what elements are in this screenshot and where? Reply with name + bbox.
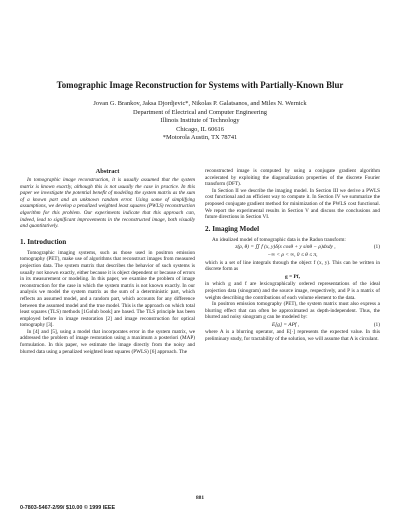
imaging-paragraph-1: An idealized model of tomographic data is the Radon transform: (212, 236, 346, 243)
imaging-paragraph-3: in which g and f are lexicographically ordered representations of the ideal projection data (sinogram) and the source image, respectively, and P is a matrix of weights describing the contributions of each volume element to the data. (205, 281, 380, 301)
author-institute: Illinois Institute of Technology (160, 117, 240, 125)
equation-1 (205, 244, 380, 251)
equation-2 (205, 274, 380, 281)
right-column (205, 168, 380, 343)
introduction-paragraph-2: In [4] and [5], using a model that incorporates error in the system matrix, we addressed the problem of image restoration using a maximum a posteriori (MAP) formulation. In this paper, we estimate the image directly from the noisy and blurred data using a penalized weighted least squares (PWLS) [6] approach. The (20, 328, 195, 355)
introduction-continued: reconstructed image is computed by using a conjugate gradient algorithm accelerated by exploiting the diagonalization properties of the discrete Fourier transform (DFT). (205, 168, 380, 188)
author-block (0, 100, 400, 143)
equation-3-number: (1) (373, 321, 380, 328)
left-column (20, 168, 195, 355)
equation-1-range (205, 252, 380, 259)
abstract-heading: Abstract (95, 168, 120, 175)
imaging-paragraph-5: where A is a blurring operator, and E[·] represents the expected value. In this preliminary study, for tractability of the solution, we will assume that A is circulant. (205, 329, 380, 343)
copyright-notice: 0-7803-5467-2/99/ $10.00 © 1999 IEEE (20, 505, 116, 511)
author-names: Jovan G. Brankov, Jaksa Djordjevic*, Nikolas P. Galatsanos, and Miles N. Wernick (93, 100, 307, 107)
introduction-paragraph-1: Tomographic imaging systems, such as those used in positron emission tomography (PET), make use of algorithms that reconstruct images from measured projection data. The system matrix that describes the behavior of such systems is usually not known exactly, either because it is object dependent or because of errors in its measurement or modeling. In this paper, we examine the problem of image reconstruction for the case in which the system matrix is not known exactly. In our analysis we model the system matrix as the sum of a deterministic part, which reflects an assumed model, and a random part, which accounts for any difference between the assumed model and the true model. This is the approach on which total least squares (TLS) methods [1Golub book] are based. The TLS principle has been employed before in image restoration [2] and image reconstruction for optical tomography [3]. (20, 249, 195, 329)
equation-2-expression: g = Pf, (285, 273, 300, 280)
abstract-text: In tomographic image reconstruction, it is usually assumed that the system matrix is known exactly, although this is not usually the case in practice. In this paper we investigate the potential benefit of modeling the system matrix as the sum of a known part and an unknown random error. Using some of simplifying assumptions, we develop a penalized weighted least squares (PWLS) reconstruction algorithm for this problem. Our experiments indicate that this approach can, indeed, lead to significant improvements in the reconstructed image, both visually and quantitatively. (20, 177, 195, 230)
page-number: 881 (195, 495, 205, 501)
imaging-model-heading: 2. Imaging Model (205, 224, 260, 233)
author-affiliation-2: *Motorola Austin, TX 78741 (162, 134, 238, 142)
paper-title: Tomographic Image Reconstruction for Systems with Partially-Known Blur (56, 80, 344, 90)
equation-3 (205, 322, 380, 329)
imaging-paragraph-4: In positron emission tomography (PET), the system matrix must also express a blurring effect that can often be approximated as depth-independent. Thus, the blurred and noisy sinogram g can be modeled by: (205, 301, 380, 321)
equation-1-range-text: −∞ < ρ < ∞, 0 ≤ θ ≤ π, (267, 251, 318, 258)
introduction-heading: 1. Introduction (20, 237, 67, 246)
author-city: Chicago, IL 60616 (176, 125, 224, 133)
introduction-paragraph-3: In Section II we describe the imaging model. In Section III we derive a PWLS cost functional and an efficient way to compute it. In Section IV we summarize the proposed conjugate gradient method for minimization of the PWLS cost functional. We report the experimental results in Section V and discuss the conclusions and future directions in Section VI. (205, 187, 380, 221)
author-department: Department of Electrical and Computer Engineering (133, 108, 267, 116)
imaging-paragraph-2: which is a set of line integrals through the object f (x, y). This can be written in discrete form as (205, 259, 380, 273)
equation-1-expression: z(ρ, θ) = ∬ f (x, y)δ(x cosθ + y sinθ − ρ)dxdy , (235, 244, 336, 251)
equation-3-expression: E[g] = APf , (271, 321, 300, 328)
equation-1-number: (1) (373, 244, 380, 251)
